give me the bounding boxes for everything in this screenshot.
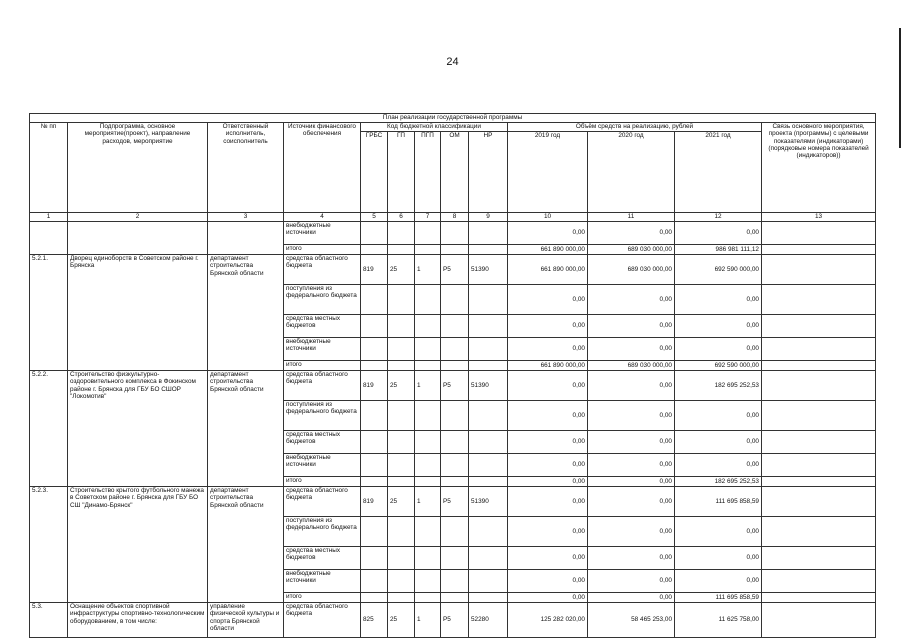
code-cell [469,222,508,245]
header-grbs: ГРБС [361,132,388,213]
code-cell [441,593,469,603]
code-cell [441,285,469,315]
amount-2019-cell: 0,00 [508,338,588,361]
source-cell: средства областного бюджета [284,371,361,401]
code-cell [415,593,441,603]
num-cell: 5.3. [30,603,68,638]
amount-2019-cell: 0,00 [508,371,588,401]
code-grbs-cell: 819 [361,255,388,285]
amount-2021-cell: 0,00 [675,285,762,315]
column-number: 11 [588,213,675,222]
code-pgp-cell: 1 [415,371,441,401]
column-number: 6 [388,213,415,222]
source-cell: поступления из федерального бюджета [284,401,361,431]
amount-2021-cell: 111 695 858,59 [675,593,762,603]
header-om: ОМ [441,132,469,213]
code-pgp-cell: 1 [415,487,441,517]
code-cell [469,477,508,487]
amount-2019-cell: 0,00 [508,487,588,517]
code-cell [415,517,441,547]
source-cell: поступления из федерального бюджета [284,285,361,315]
column-number: 5 [361,213,388,222]
code-cell [469,431,508,454]
code-cell [415,401,441,431]
header-code-group: Код бюджетной классификации [361,123,508,132]
amount-2019-cell: 0,00 [508,285,588,315]
code-cell [441,401,469,431]
amount-2020-cell: 0,00 [588,222,675,245]
code-cell [388,315,415,338]
amount-2020-cell: 689 030 000,00 [588,255,675,285]
amount-2019-cell: 0,00 [508,431,588,454]
amount-2021-cell: 692 590 000,00 [675,255,762,285]
name-cell: Оснащение объектов спортивной инфраструктуры спортивно-технологическим оборудованием, в том числе: [68,603,208,638]
code-cell [469,315,508,338]
code-np-cell: 51390 [469,371,508,401]
code-np-cell: 52280 [469,603,508,638]
header-source: Источник финансового обеспечения [284,123,361,213]
code-grbs-cell: 819 [361,487,388,517]
code-grbs-cell: 819 [361,371,388,401]
code-cell [469,285,508,315]
amount-2020-cell: 58 465 253,00 [588,603,675,638]
amount-2019-cell: 661 890 000,00 [508,361,588,371]
code-cell [388,593,415,603]
column-number-row [30,213,876,222]
link-cell [762,603,876,638]
source-cell: итого [284,245,361,255]
amount-2021-cell: 0,00 [675,401,762,431]
code-cell [361,245,388,255]
code-cell [469,547,508,570]
amount-2021-cell: 11 625 758,00 [675,603,762,638]
amount-2019-cell: 661 890 000,00 [508,245,588,255]
code-gp-cell: 25 [388,371,415,401]
code-cell [415,338,441,361]
code-cell [441,338,469,361]
header-num: № пп [30,123,68,213]
amount-2019-cell: 0,00 [508,315,588,338]
code-cell [361,593,388,603]
name-cell: Строительство крытого футбольного манежа в Советском районе г. Брянска для ГБУ БО СШ "Динамо-Брянск" [68,487,208,603]
code-cell [388,477,415,487]
table-row [30,222,876,245]
code-cell [388,431,415,454]
amount-2020-cell: 0,00 [588,454,675,477]
code-cell [441,222,469,245]
source-cell: средства областного бюджета [284,603,361,638]
amount-2020-cell: 689 030 000,00 [588,245,675,255]
link-cell [762,547,876,570]
exec-cell: департамент строительства Брянской области [208,487,284,603]
exec-cell [208,222,284,255]
num-cell: 5.2.1. [30,255,68,371]
code-cell [441,570,469,593]
code-cell [415,454,441,477]
header-exec: Ответственный исполнитель, соисполнитель [208,123,284,213]
amount-2021-cell: 0,00 [675,338,762,361]
amount-2021-cell: 0,00 [675,517,762,547]
header-2020: 2020 год [588,132,675,213]
link-cell [762,593,876,603]
code-cell [415,222,441,245]
code-cell [441,517,469,547]
code-cell [388,361,415,371]
code-cell [388,547,415,570]
amount-2020-cell: 689 030 000,00 [588,361,675,371]
code-om-cell: P5 [441,603,469,638]
code-cell [361,431,388,454]
code-cell [388,570,415,593]
amount-2021-cell: 0,00 [675,454,762,477]
header-name: Подпрограмма, основное мероприятие(проект), направление расходов, мероприятие [68,123,208,213]
amount-2020-cell: 0,00 [588,285,675,315]
column-number: 7 [415,213,441,222]
amount-2020-cell: 0,00 [588,338,675,361]
code-cell [361,517,388,547]
amount-2021-cell: 0,00 [675,547,762,570]
amount-2019-cell: 0,00 [508,222,588,245]
code-cell [441,454,469,477]
amount-2021-cell: 182 695 252,53 [675,477,762,487]
link-cell [762,285,876,315]
header-pgp: ПГП [415,132,441,213]
code-np-cell: 51390 [469,487,508,517]
code-pgp-cell: 1 [415,603,441,638]
amount-2019-cell: 0,00 [508,517,588,547]
header-np: НР [469,132,508,213]
link-cell [762,255,876,285]
link-cell [762,431,876,454]
code-cell [415,285,441,315]
code-cell [415,477,441,487]
code-cell [441,477,469,487]
link-cell [762,338,876,361]
code-cell [415,547,441,570]
code-cell [361,361,388,371]
amount-2020-cell: 0,00 [588,401,675,431]
exec-cell: департамент строительства Брянской области [208,371,284,487]
amount-2019-cell: 0,00 [508,454,588,477]
source-cell: внебюджетные источники [284,570,361,593]
amount-2021-cell: 182 695 252,53 [675,371,762,401]
code-cell [388,285,415,315]
header-2021: 2021 год [675,132,762,213]
source-cell: средства областного бюджета [284,487,361,517]
page-number: 24 [446,56,459,68]
code-cell [415,361,441,371]
source-cell: внебюджетные источники [284,454,361,477]
program-plan-table [29,113,876,638]
link-cell [762,477,876,487]
column-number: 13 [762,213,876,222]
amount-2019-cell: 125 282 020,00 [508,603,588,638]
amount-2019-cell: 0,00 [508,477,588,487]
amount-2020-cell: 0,00 [588,431,675,454]
amount-2021-cell: 111 695 858,59 [675,487,762,517]
code-om-cell: P5 [441,371,469,401]
code-pgp-cell: 1 [415,255,441,285]
code-cell [361,285,388,315]
num-cell: 5.2.2. [30,371,68,487]
scan-edge-mark [899,28,901,148]
exec-cell: управление физической культуры и спорта Брянской области [208,603,284,638]
link-cell [762,487,876,517]
amount-2020-cell: 0,00 [588,547,675,570]
table-row [30,487,876,517]
amount-2021-cell: 0,00 [675,315,762,338]
code-cell [469,361,508,371]
code-cell [388,222,415,245]
column-number: 9 [469,213,508,222]
amount-2020-cell: 0,00 [588,570,675,593]
code-gp-cell: 25 [388,603,415,638]
header-2019: 2019 год [508,132,588,213]
num-cell [30,222,68,255]
code-cell [469,245,508,255]
amount-2019-cell: 0,00 [508,547,588,570]
column-number: 4 [284,213,361,222]
amount-2020-cell: 0,00 [588,593,675,603]
source-cell: итого [284,593,361,603]
column-number: 12 [675,213,762,222]
amount-2019-cell: 0,00 [508,593,588,603]
link-cell [762,245,876,255]
exec-cell: департамент строительства Брянской области [208,255,284,371]
code-gp-cell: 25 [388,487,415,517]
code-cell [469,338,508,361]
table-caption: План реализации государственной программы [30,114,876,123]
amount-2020-cell: 0,00 [588,371,675,401]
code-cell [441,547,469,570]
source-cell: внебюджетные источники [284,222,361,245]
code-cell [388,245,415,255]
code-cell [469,454,508,477]
column-number: 2 [68,213,208,222]
code-cell [361,477,388,487]
code-np-cell: 51390 [469,255,508,285]
code-cell [441,315,469,338]
header-link: Связь основного мероприятия, проекта (программы) с целевыми показателями (индикаторами) (порядковые номера показателей (индикаторов)) [762,123,876,213]
code-cell [361,401,388,431]
column-number: 10 [508,213,588,222]
source-cell: средства местных бюджетов [284,547,361,570]
source-cell: поступления из федерального бюджета [284,517,361,547]
amount-2021-cell: 0,00 [675,570,762,593]
header-amount-group: Объём средств на реализацию, рублей [508,123,762,132]
source-cell: внебюджетные источники [284,338,361,361]
amount-2020-cell: 0,00 [588,517,675,547]
code-cell [441,361,469,371]
link-cell [762,517,876,547]
amount-2021-cell: 692 590 000,00 [675,361,762,371]
source-cell: средства местных бюджетов [284,431,361,454]
code-cell [388,517,415,547]
code-om-cell: P5 [441,255,469,285]
code-grbs-cell: 825 [361,603,388,638]
table-row [30,603,876,638]
code-cell [388,454,415,477]
code-cell [388,401,415,431]
amount-2021-cell: 986 981 111,12 [675,245,762,255]
column-number: 8 [441,213,469,222]
table-body [30,213,876,638]
amount-2019-cell: 661 890 000,00 [508,255,588,285]
code-gp-cell: 25 [388,255,415,285]
source-cell: средства местных бюджетов [284,315,361,338]
link-cell [762,315,876,338]
amount-2020-cell: 0,00 [588,315,675,338]
link-cell [762,401,876,431]
header-gp: ГП [388,132,415,213]
amount-2020-cell: 0,00 [588,477,675,487]
code-cell [361,570,388,593]
amount-2019-cell: 0,00 [508,570,588,593]
source-cell: средства областного бюджета [284,255,361,285]
code-cell [469,593,508,603]
code-cell [415,570,441,593]
code-om-cell: P5 [441,487,469,517]
code-cell [415,315,441,338]
code-cell [441,245,469,255]
table-row [30,255,876,285]
code-cell [361,315,388,338]
source-cell: итого [284,361,361,371]
code-cell [361,454,388,477]
name-cell [68,222,208,255]
link-cell [762,454,876,477]
code-cell [415,431,441,454]
amount-2019-cell: 0,00 [508,401,588,431]
column-number: 3 [208,213,284,222]
link-cell [762,222,876,245]
num-cell: 5.2.3. [30,487,68,603]
code-cell [469,517,508,547]
amount-2020-cell: 0,00 [588,487,675,517]
link-cell [762,371,876,401]
code-cell [361,338,388,361]
code-cell [415,245,441,255]
code-cell [361,547,388,570]
link-cell [762,361,876,371]
code-cell [469,401,508,431]
code-cell [441,431,469,454]
code-cell [469,570,508,593]
amount-2021-cell: 0,00 [675,431,762,454]
name-cell: Дворец единоборств в Советском районе г. Брянска [68,255,208,371]
table-row [30,371,876,401]
source-cell: итого [284,477,361,487]
name-cell: Строительство физкультурно-оздоровительного комплекса в Фокинском районе г. Брянска для ГБУ БО СШОР "Локомотив" [68,371,208,487]
column-number: 1 [30,213,68,222]
link-cell [762,570,876,593]
code-cell [361,222,388,245]
amount-2021-cell: 0,00 [675,222,762,245]
code-cell [388,338,415,361]
